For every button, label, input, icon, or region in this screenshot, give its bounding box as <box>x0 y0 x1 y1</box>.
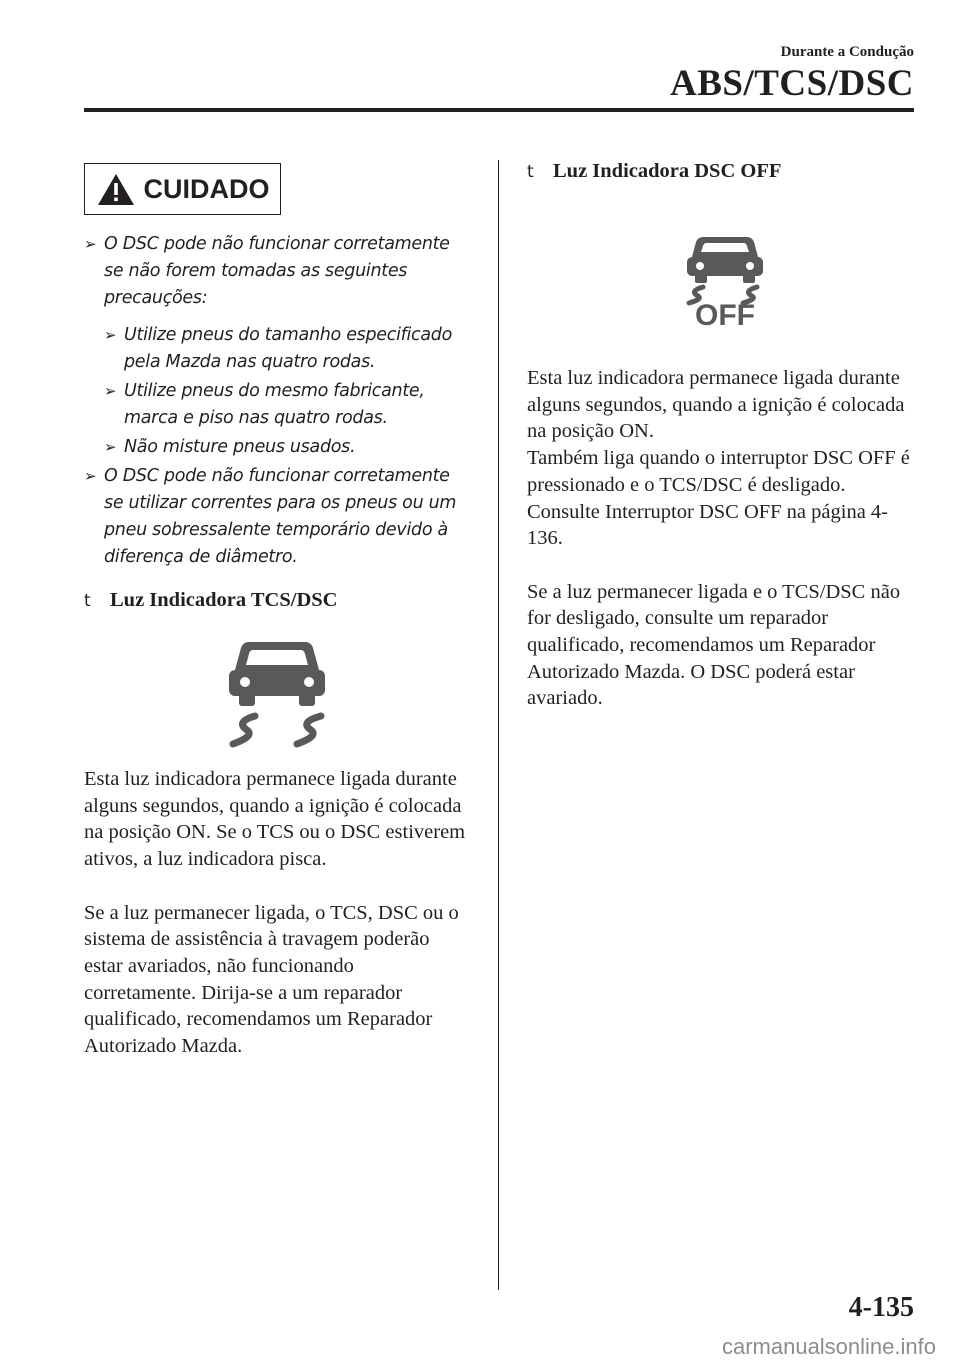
tcs-dsc-heading-text: Luz Indicadora TCS/DSC <box>110 589 338 611</box>
caution-bullet-text: Utilize pneus do mesmo fabricante, marca e piso nas quatro rodas. <box>124 381 425 428</box>
section-marker: t <box>527 162 534 182</box>
caution-sub-bullet <box>84 378 469 432</box>
watermark: carmanualsonline.info <box>721 1334 936 1359</box>
tcs-dsc-indicator-icon <box>225 634 329 750</box>
bullet-arrow-icon: ➢ <box>84 467 97 485</box>
page-number: 4-135 <box>848 1292 914 1323</box>
caution-sub-bullet <box>84 322 469 376</box>
caution-bullet-text: Não misture pneus usados. <box>124 437 356 457</box>
tcs-dsc-paragraph: Se a luz permanecer ligada, o TCS, DSC ou o sistema de assistência à travagem poderão estar avariados, não funcionando corretamente. Dirija-se a um reparador qualificado, recomendamos um Reparador Autorizado Mazda. <box>84 901 459 1058</box>
spacer <box>84 314 469 322</box>
right-column <box>527 160 922 712</box>
dsc-off-icon-text: OFF <box>694 299 755 327</box>
bullet-arrow-icon: ➢ <box>104 382 117 400</box>
bullet-arrow-icon: ➢ <box>104 438 117 456</box>
left-column <box>84 160 469 1060</box>
section-marker: t <box>84 591 91 611</box>
tcs-dsc-paragraph: Esta luz indicadora permanece ligada durante alguns segundos, quando a ignição é colocada na posição ON. Se o TCS ou o DSC estiverem ativos, a luz indicadora pisca. <box>84 768 466 871</box>
bullet-arrow-icon: ➢ <box>104 326 117 344</box>
caution-bullet <box>84 231 469 312</box>
column-divider <box>498 160 499 1290</box>
header-title: ABS/TCS/DSC <box>669 63 914 104</box>
tcs-dsc-icon-wrap <box>84 634 469 750</box>
caution-bullet-text: O DSC pode não funcionar corretamente se utilizar correntes para os pneus ou um pneu sobressalente temporário devido à diferença de diâmetro. <box>104 466 457 567</box>
caution-sub-bullet <box>84 434 469 461</box>
dsc-off-icon-wrap <box>527 235 922 327</box>
tcs-dsc-heading <box>84 589 469 612</box>
dsc-off-paragraph: Esta luz indicadora permanece ligada durante alguns segundos, quando a ignição é colocada na posição ON. Também liga quando o interruptor DSC OFF é pressionado e o TCS/DSC é desligado. Consulte Interruptor DSC OFF na página 4-136. <box>527 367 910 550</box>
dsc-off-heading <box>527 160 922 183</box>
caution-bullet-list <box>84 231 469 571</box>
header-section-label: Durante a Condução <box>780 44 914 60</box>
dsc-off-heading-text: Luz Indicadora DSC OFF <box>553 160 782 182</box>
caution-label: CUIDADO <box>143 173 270 204</box>
dsc-off-indicator-icon <box>673 235 777 327</box>
warning-triangle-icon <box>96 172 136 207</box>
header-rule <box>84 108 914 112</box>
dsc-off-paragraph: Se a luz permanecer ligada e o TCS/DSC não for desligado, consulte um reparador qualificado, recomendamos um Reparador Autorizado Mazda. O DSC poderá estar avariado. <box>527 580 901 710</box>
caution-bullet-text: O DSC pode não funcionar corretamente se não forem tomadas as seguintes precauções: <box>104 234 450 308</box>
caution-bullet <box>84 463 469 571</box>
caution-bullet-text: Utilize pneus do tamanho especificado pela Mazda nas quatro rodas. <box>124 325 453 372</box>
caution-box <box>84 163 281 215</box>
bullet-arrow-icon: ➢ <box>84 235 97 253</box>
